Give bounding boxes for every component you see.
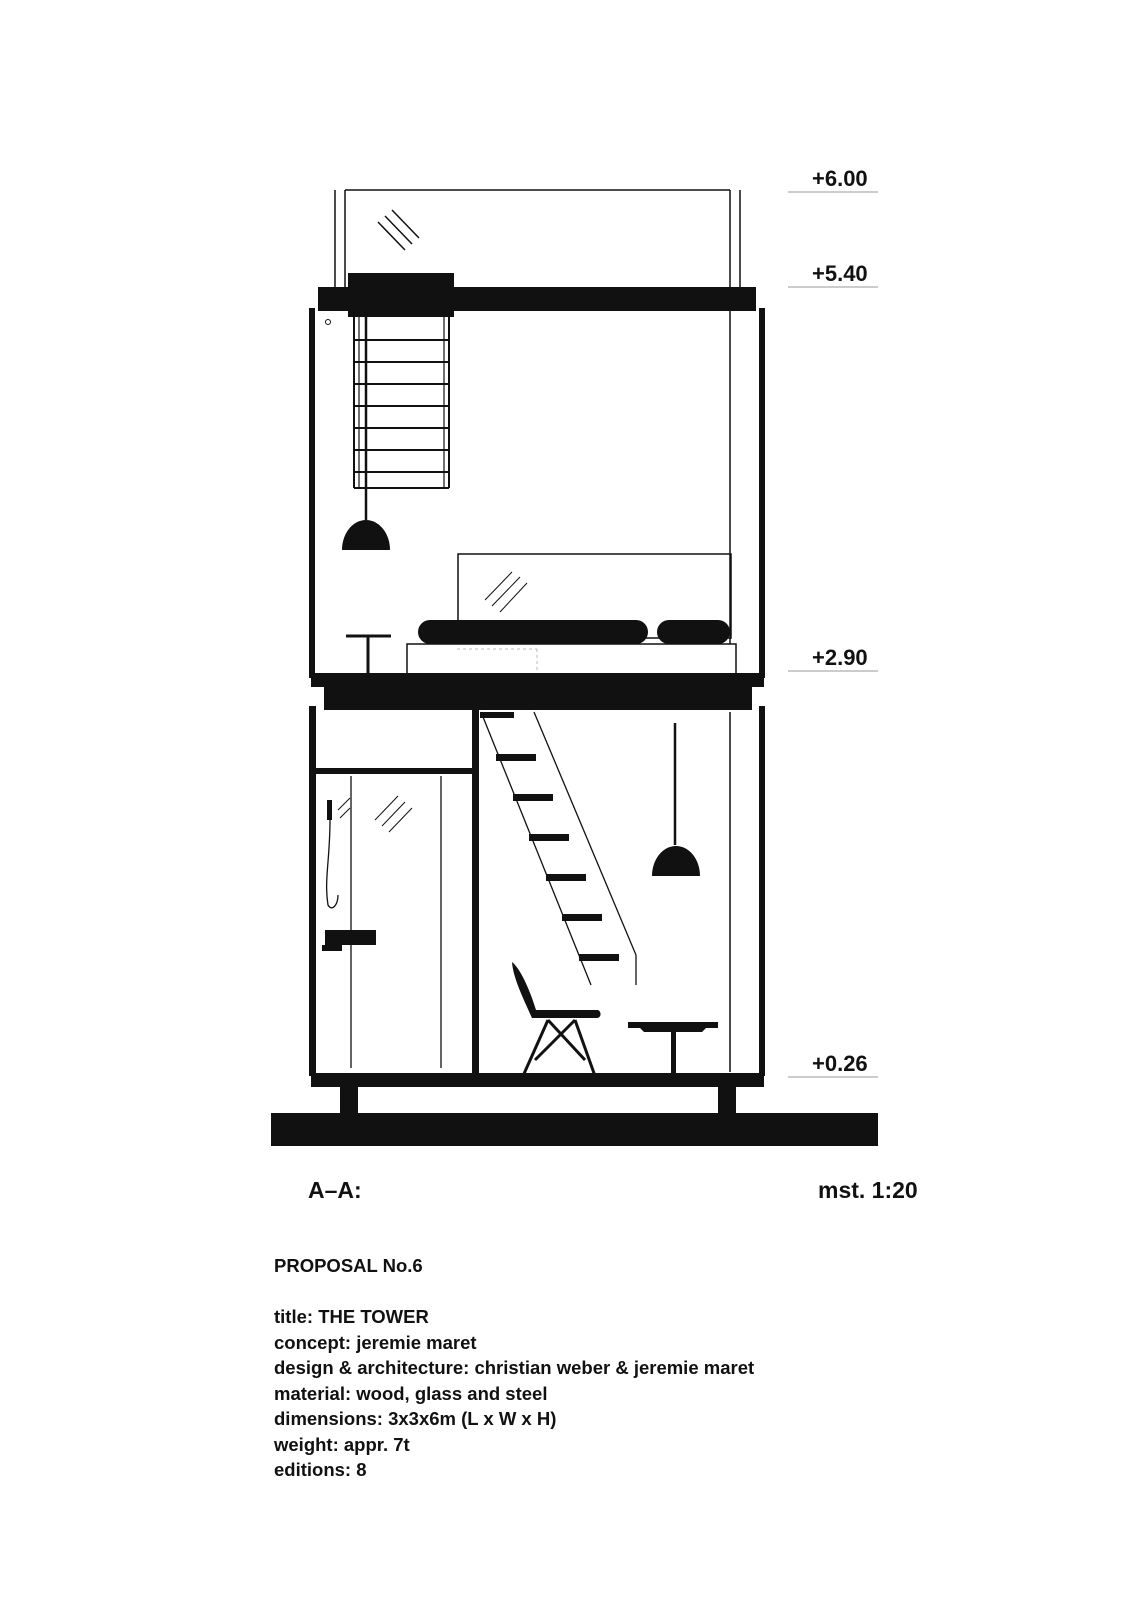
info-title: title: THE TOWER bbox=[274, 1306, 429, 1327]
info-editions: editions: 8 bbox=[274, 1459, 367, 1480]
level-label-5-40: +5.40 bbox=[812, 261, 868, 286]
info-dimensions: dimensions: 3x3x6m (L x W x H) bbox=[274, 1408, 557, 1429]
bed bbox=[407, 620, 736, 674]
section-label: A–A: bbox=[308, 1177, 362, 1203]
level-lines bbox=[788, 192, 878, 1077]
side-table bbox=[346, 636, 391, 674]
ground-floor-slab bbox=[311, 1073, 764, 1113]
info-weight: weight: appr. 7t bbox=[274, 1433, 410, 1455]
foundation-slab bbox=[271, 1113, 878, 1146]
project-info bbox=[274, 1253, 754, 1483]
staircase bbox=[480, 712, 636, 985]
upper-pendant-lamp-icon bbox=[342, 317, 390, 550]
info-material: material: wood, glass and steel bbox=[274, 1382, 548, 1404]
level-label-6-00: +6.00 bbox=[812, 166, 868, 191]
lower-pendant-lamp-icon bbox=[652, 723, 700, 876]
roof-ladder bbox=[354, 317, 449, 488]
bathroom-cabinet bbox=[316, 768, 474, 774]
info-design: design & architecture: christian weber & jeremie maret bbox=[274, 1357, 755, 1378]
lower-walls bbox=[309, 706, 765, 1076]
mid-floor-slab bbox=[311, 673, 764, 710]
wall-switch-icon bbox=[326, 320, 331, 325]
chair-icon bbox=[512, 962, 601, 1076]
level-label-0-26: +0.26 bbox=[812, 1051, 868, 1076]
info-concept: concept: jeremie maret bbox=[274, 1331, 477, 1353]
dining-table bbox=[628, 1022, 718, 1078]
shower bbox=[322, 776, 441, 1068]
scale-label: mst. 1:20 bbox=[818, 1177, 918, 1203]
proposal-title: PROPOSAL No.6 bbox=[274, 1255, 423, 1276]
level-label-2-90: +2.90 bbox=[812, 645, 868, 670]
roof-slab bbox=[318, 273, 756, 317]
